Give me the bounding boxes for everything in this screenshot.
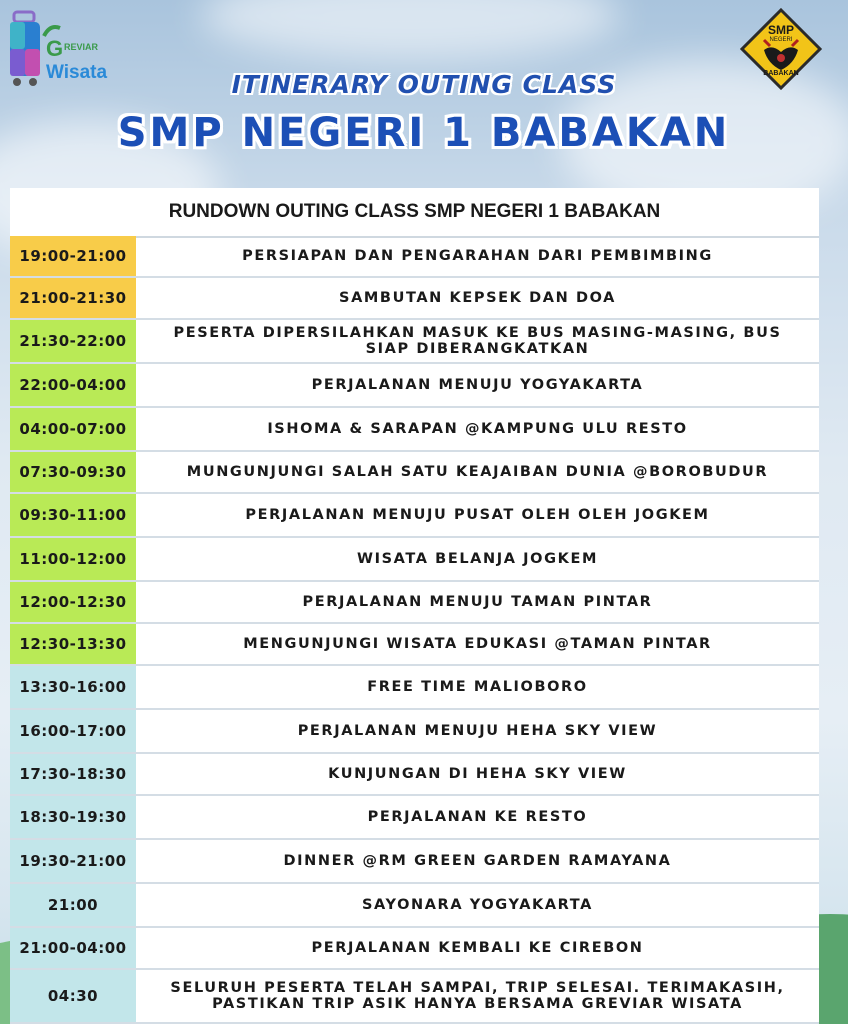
row-time: 04:00-07:00 [10,408,136,450]
row-activity: PERSIAPAN DAN PENGARAHAN DARI PEMBIMBING [242,248,713,264]
row-time: 12:00-12:30 [10,582,136,622]
table-row [10,582,819,624]
table-row [10,884,819,928]
row-activity: PESERTA DIPERSILAHKAN MASUK KE BUS MASING-MASING, BUS SIAP DIBERANGKATKAN [173,325,782,357]
row-time: 22:00-04:00 [10,364,136,406]
row-time: 18:30-19:30 [10,796,136,838]
row-activity: PERJALANAN MENUJU YOGYAKARTA [311,377,644,393]
row-time: 13:30-16:00 [10,666,136,708]
table-row [10,278,819,320]
row-activity: PERJALANAN MENUJU HEHA SKY VIEW [297,723,658,739]
emblem-middle-text: NEGERI [769,37,793,43]
row-activity: SELURUH PESERTA TELAH SAMPAI, TRIP SELESAI. TERIMAKASIH, PASTIKAN TRIP ASIK HANYA BERSAMA GREVIAR WISATA [170,980,785,1012]
table-row [10,970,819,1024]
row-activity: SAMBUTAN KEPSEK DAN DOA [339,290,616,306]
row-time: 04:30 [10,970,136,1022]
logo-brand-initial: G [46,36,64,61]
table-row [10,754,819,796]
page-title: SMP NEGERI 1 BABAKAN [117,110,731,156]
table-row [10,840,819,884]
row-time: 07:30-09:30 [10,452,136,492]
row-activity: WISATA BELANJA JOGKEM [357,551,598,567]
row-activity: PERJALANAN KEMBALI KE CIREBON [311,940,644,956]
row-time: 19:30-21:00 [10,840,136,882]
background-cloud [200,0,620,60]
table-row [10,364,819,408]
table-row [10,710,819,754]
row-time: 11:00-12:00 [10,538,136,580]
logo-brand-bottom: Wisata [46,62,108,83]
row-activity: PERJALANAN KE RESTO [367,809,588,825]
row-time: 16:00-17:00 [10,710,136,752]
rundown-table [10,188,819,1024]
row-time: 21:30-22:00 [10,320,136,362]
row-time: 19:00-21:00 [10,236,136,276]
emblem-bottom-text: BABAKAN [763,70,799,77]
row-activity: MENGUNJUNGI WISATA EDUKASI @TAMAN PINTAR [243,636,712,652]
row-activity: DINNER @RM GREEN GARDEN RAMAYANA [283,853,672,869]
table-row [10,666,819,710]
row-activity: KUNJUNGAN DI HEHA SKY VIEW [328,766,627,782]
table-row [10,494,819,538]
row-activity: ISHOMA & SARAPAN @KAMPUNG ULU RESTO [267,421,688,437]
row-activity: PERJALANAN MENUJU PUSAT OLEH OLEH JOGKEM [245,507,710,523]
row-activity: PERJALANAN MENUJU TAMAN PINTAR [302,594,653,610]
emblem-top-text: SMP [767,23,794,37]
logo-brand-top: REVIAR [64,42,99,52]
table-row [10,452,819,494]
table-row [10,624,819,666]
row-time: 12:30-13:30 [10,624,136,664]
table-row [10,796,819,840]
page-subtitle: ITINERARY OUTING CLASS [231,70,617,99]
row-activity: FREE TIME MALIOBORO [367,679,588,695]
row-time: 21:00 [10,884,136,926]
table-row [10,236,819,278]
row-time: 21:00-21:30 [10,278,136,318]
table-header: RUNDOWN OUTING CLASS SMP NEGERI 1 BABAKAN [10,188,819,238]
row-time: 21:00-04:00 [10,928,136,968]
table-row [10,320,819,364]
table-row [10,538,819,582]
row-time: 09:30-11:00 [10,494,136,536]
row-time: 17:30-18:30 [10,754,136,794]
table-row [10,928,819,970]
row-activity: SAYONARA YOGYAKARTA [362,897,593,913]
table-row [10,408,819,452]
row-activity: MUNGUNJUNGI SALAH SATU KEAJAIBAN DUNIA @BOROBUDUR [186,464,769,480]
